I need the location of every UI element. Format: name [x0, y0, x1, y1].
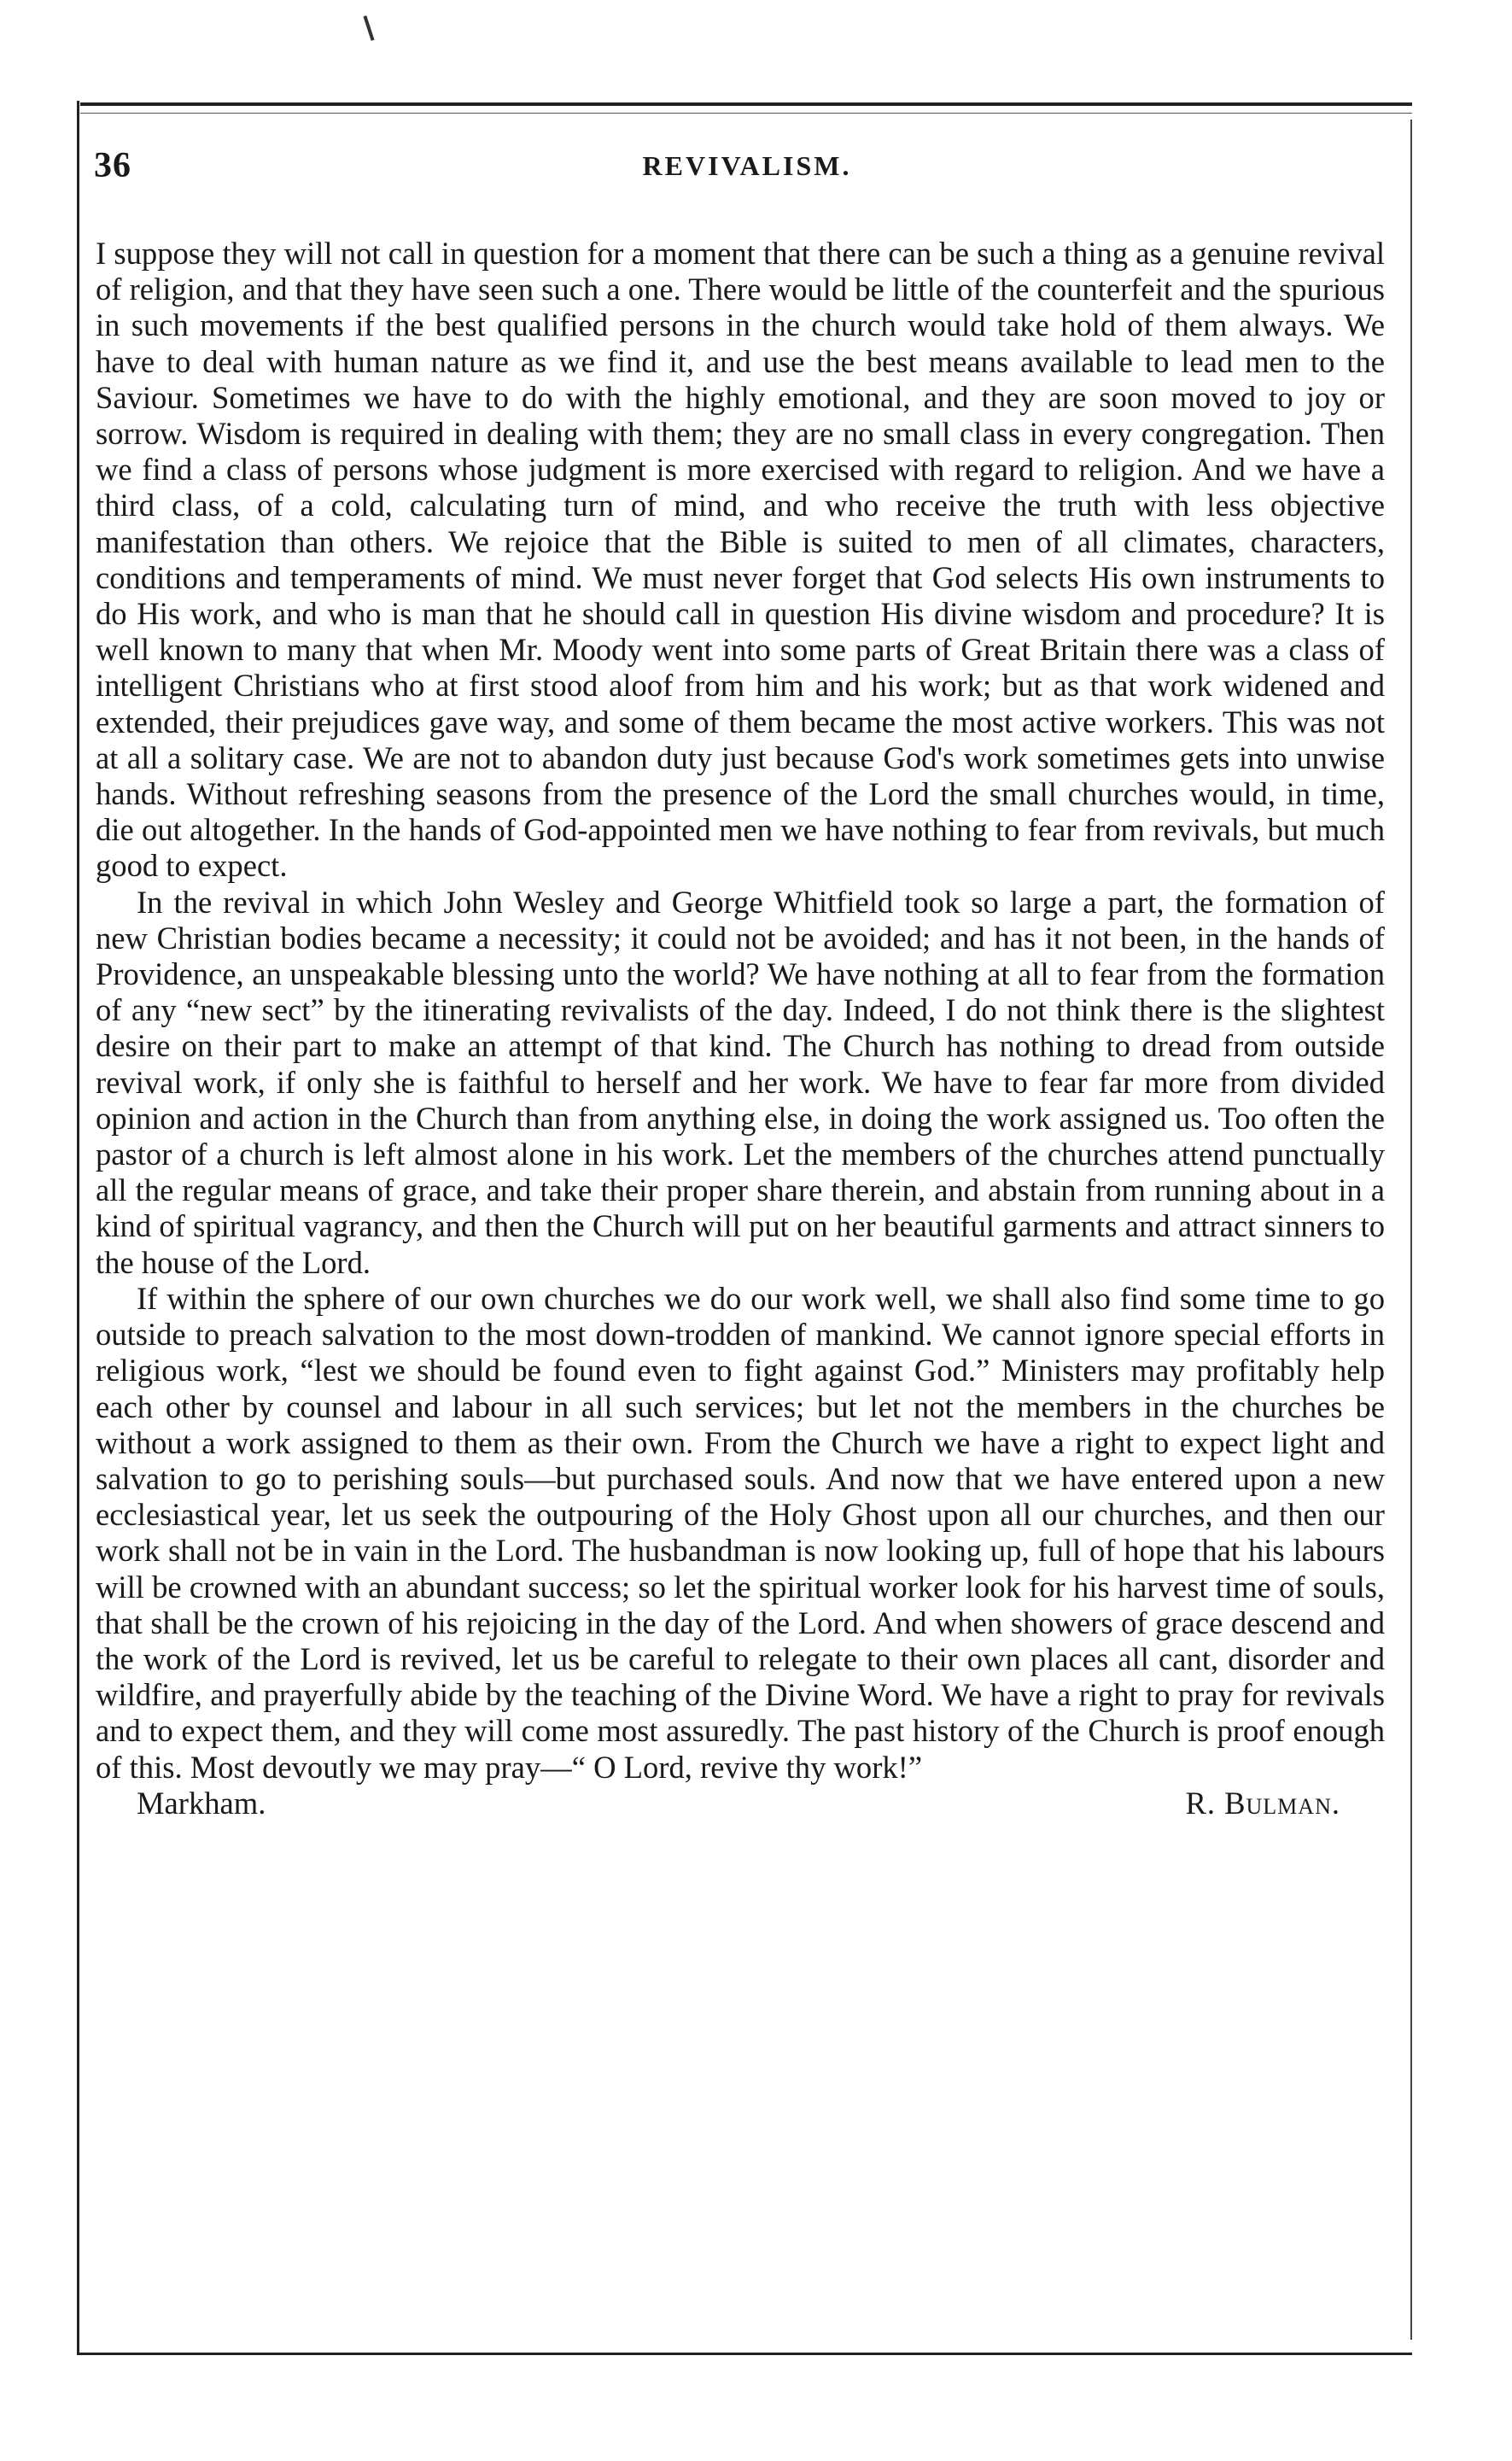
article-body	[96, 236, 1385, 1823]
page-number: 36	[94, 146, 131, 185]
signature-line	[96, 1786, 1385, 1823]
page-frame-top-rule	[80, 102, 1412, 106]
signature-place: Markham.	[137, 1785, 266, 1821]
page-frame-bottom-rule	[79, 2353, 1412, 2355]
paragraph: If within the sphere of our own churches we do our work well, we shall also find some time to go outside to preach salvation to the most down-trodden of mankind. We cannot ignore special efforts in religious work, “lest we should be found even to fight against God.” Ministers may profitably help each other by counsel and labour in all such services; but let not the members in the churches be without a work assigned to them as their own. From the Church we have a right to expect light and salvation to go to perishing souls—but purchased souls. And now that we have entered upon a new ecclesiastical year, let us seek the outpouring of the Holy Ghost upon all our churches, and then our work shall not be in vain in the Lord. The husbandman is now looking up, full of hope that his labours will be crowned with an abundant success; so let the spiritual worker look for his harvest time of souls, that shall be the crown of his rejoicing in the day of the Lord. And when showers of grace descend and the work of the Lord is revived, let us be careful to relegate to their own places all cant, disorder and wildfire, and prayerfully abide by the teaching of the Divine Word. We have a right to pray for revivals and to expect them, and they will come most assuredly. The past history of the Church is proof enough of this. Most devoutly we may pray—“ O Lord, revive thy work!”	[96, 1280, 1385, 1785]
paragraph: In the revival in which John Wesley and George Whitfield took so large a part, the formation of new Christian bodies became a necessity; it could not be avoided; and has it not been, in the hands of Providence, an unspeakable blessing unto the world? We have nothing at all to fear from the formation of any “new sect” by the itinerating revivalists of the day. Indeed, I do not think there is the slightest desire on their part to make an attempt of that kind. The Church has nothing to dread from outside revival work, if only she is faithful to herself and her work. We have to fear far more from divided opinion and action in the Church than from anything else, in doing the work assigned us. Too often the pastor of a church is left almost alone in his work. Let the members of the churches attend punctually all the regular means of grace, and take their proper share therein, and abstain from running about in a kind of spiritual vagrancy, and then the Church will put on her beautiful garments and attract sinners to the house of the Lord.	[96, 884, 1385, 1280]
page-frame-left-rule	[77, 101, 79, 2355]
margin-mark	[363, 15, 374, 41]
running-title: REVIVALISM.	[642, 150, 852, 181]
paragraph: I suppose they will not call in question for a moment that there can be such a thing as a genuine revival of religion, and that they have seen such a one. There would be little of the counterfeit and the spurious in such movements if the best qualified persons in the church would take hold of them always. We have to deal with human nature as we find it, and use the best means available to lead men to the Saviour. Sometimes we have to do with the highly emotional, and they are soon moved to joy or sorrow. Wisdom is required in dealing with them; they are no small class in every congregation. Then we find a class of persons whose judgment is more exercised with regard to religion. And we have a third class, of a cold, calculating turn of mind, and who receive the truth with less objective manifestation than others. We rejoice that the Bible is suited to men of all climates, characters, conditions and temperaments of mind. We must never forget that God selects His own instruments to do His work, and who is man that he should call in question His divine wisdom and procedure? It is well known to many that when Mr. Moody went into some parts of Great Britain there was a class of intelligent Christians who at first stood aloof from him and his work; but as that work widened and extended, their prejudices gave way, and some of them became the most active workers. This was not at all a solitary case. We are not to abandon duty just because God's work sometimes gets into unwise hands. Without refreshing seasons from the presence of the Lord the small churches would, in time, die out altogether. In the hands of God-appointed men we have nothing to fear from revivals, but much good to expect.	[96, 236, 1385, 884]
page-frame-top-thin-rule	[80, 113, 1412, 114]
signature-author: R. Bulman.	[1185, 1785, 1340, 1821]
page-header	[94, 145, 1400, 196]
page-frame-right-rule	[1410, 120, 1412, 2340]
